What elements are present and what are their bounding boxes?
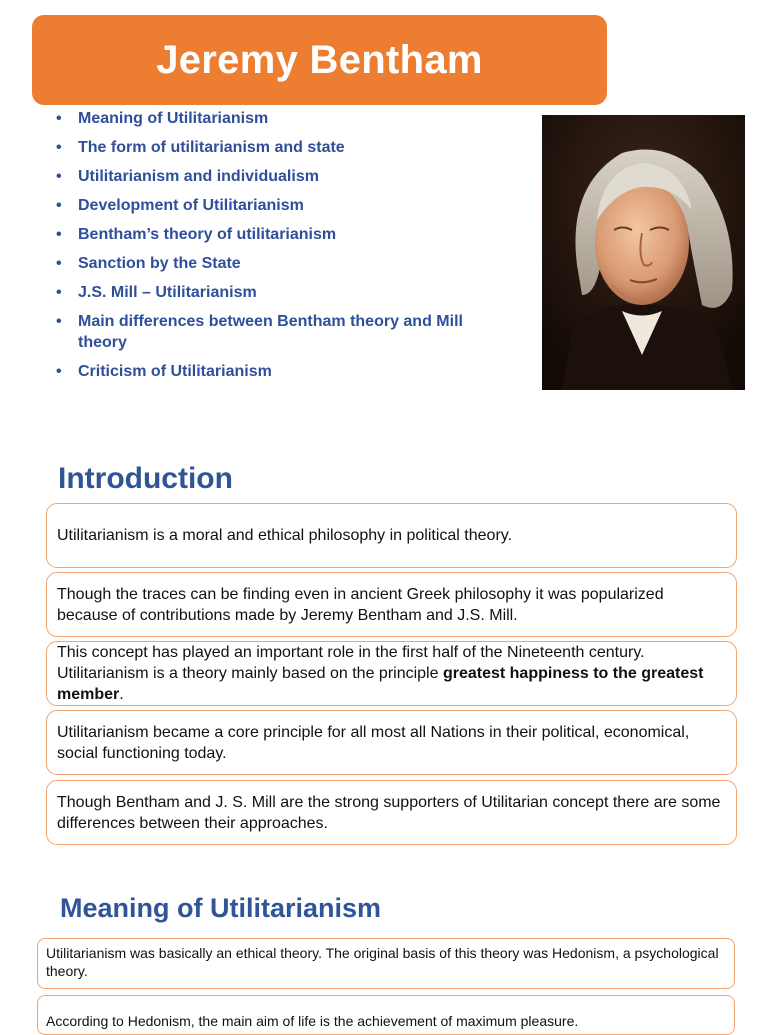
intro-box	[46, 503, 737, 568]
introduction-heading: Introduction	[58, 462, 233, 495]
intro-box-text: Utilitarianism is a moral and ethical philosophy in political theory.	[57, 527, 513, 544]
topic-item: • Meaning of Utilitarianism	[56, 108, 516, 129]
topic-item: • Bentham’s theory of utilitarianism	[56, 224, 516, 245]
meaning-heading: Meaning of Utilitarianism	[60, 893, 382, 923]
intro-box	[46, 710, 737, 775]
meaning-box	[37, 938, 735, 989]
intro-box-text: Though Bentham and J. S. Mill are the strong supporters of Utilitarian concept there are some differences between their approaches.	[57, 793, 721, 832]
intro-box	[46, 572, 737, 637]
topic-item: • Development of Utilitarianism	[56, 195, 516, 216]
topic-list	[56, 108, 516, 390]
topic-item: • Sanction by the State	[56, 253, 516, 274]
intro-box	[46, 641, 737, 706]
portrait-illustration	[542, 115, 745, 390]
intro-box-text	[57, 642, 726, 705]
topic-item: • J.S. Mill – Utilitarianism	[56, 282, 516, 303]
intro-box-text-part: .	[119, 686, 124, 703]
bentham-portrait	[542, 115, 745, 390]
meaning-box	[37, 995, 735, 1035]
title-banner	[32, 15, 607, 105]
topic-item: • The form of utilitarianism and state	[56, 137, 516, 158]
topic-item: • Criticism of Utilitarianism	[56, 361, 516, 382]
intro-box-emphasis: greatest happiness to the greatest member	[57, 665, 704, 703]
topic-item: • Main differences between Bentham theory and Mill theory	[56, 311, 516, 353]
intro-box-text: Utilitarianism became a core principle for all most all Nations in their political, economical, social functioning today.	[57, 723, 690, 762]
page-title: Jeremy Bentham	[156, 37, 483, 82]
intro-box	[46, 780, 737, 845]
meaning-box-text: Utilitarianism was basically an ethical theory. The original basis of this theory was Hedonism, a psychological theory.	[46, 945, 719, 979]
intro-box-text: Though the traces can be finding even in ancient Greek philosophy it was popularized because of contributions made by Jeremy Bentham and J.S. Mill.	[57, 585, 664, 624]
topic-item: • Utilitarianism and individualism	[56, 166, 516, 187]
intro-box-text-part: This concept has played an important role in the first half of the Nineteenth century. Utilitarianism is a theory mainly based on the principle	[57, 644, 645, 682]
meaning-box-text: According to Hedonism, the main aim of life is the achievement of maximum pleasure.	[46, 1013, 579, 1029]
